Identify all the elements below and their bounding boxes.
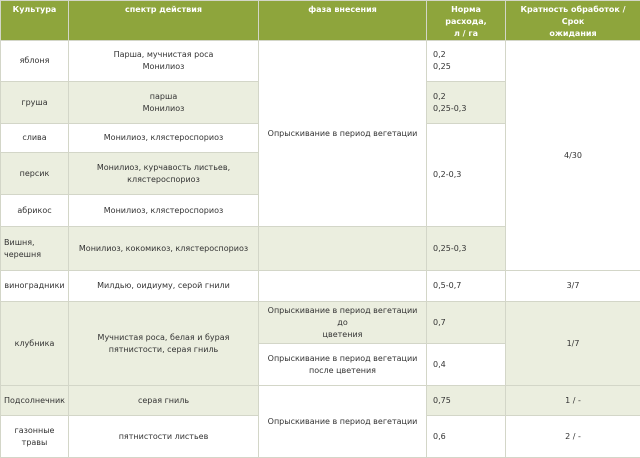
phase-cell [259,271,427,302]
norm-text: 0,25-0,3 [433,244,466,253]
spectrum-cell [69,302,259,386]
header-norm-line1: Норма расхода, [445,5,486,26]
spectrum-line1: парша [150,92,177,101]
spectrum-cell [69,82,259,124]
culture-cell [1,227,69,271]
spectrum-text: Монилиоз, клястероспориоз [104,206,223,215]
phase-line2: цветения [323,330,363,339]
norm-text: 0,2-0,3 [433,170,461,179]
norm-text: 0,75 [433,396,451,405]
mult-cell [506,302,640,386]
norm-line2: 0,25 [433,62,451,71]
spectrum-line2: Монилиоз [143,104,185,113]
header-spectrum-label: спектр действия [125,5,202,14]
spectrum-text: Монилиоз, клястероспориоз [104,133,223,142]
norm-cell [427,416,506,458]
table-row [1,386,640,416]
header-norm [427,1,506,41]
orchard-mult-cell [506,41,640,271]
spectrum-cell [69,153,259,195]
header-spectrum [69,1,259,41]
mult-text: 1 / - [565,396,581,405]
phase-line2: после цветения [309,366,376,375]
norm-shared-cell [427,124,506,227]
spectrum-text: Монилиоз, кокомикоз, клястероспориоз [79,244,248,253]
norm-text: 0,4 [433,360,446,369]
phase-line1: Опрыскивание в период вегетации до [268,306,418,327]
header-phase [259,1,427,41]
norm-cell [427,344,506,386]
bottom-phase-cell [259,386,427,458]
culture-text: яблоня [20,56,50,65]
phase-cell [259,302,427,344]
spectrum-cell [69,386,259,416]
culture-text: Подсолнечник [4,396,65,405]
phase-cell [259,227,427,271]
table-row [1,302,640,344]
culture-cell [1,153,69,195]
culture-cell [1,271,69,302]
header-culture [1,1,69,41]
spectrum-cell [69,124,259,153]
spectrum-line1: Мучнистая роса, белая и бурая [98,333,230,342]
mult-cell [506,271,640,302]
norm-text: 0,5-0,7 [433,281,461,290]
mult-cell [506,416,640,458]
norm-cell [427,227,506,271]
spectrum-cell [69,41,259,82]
culture-text: клубника [15,339,55,348]
header-row [1,1,640,41]
culture-cell [1,195,69,227]
mult-text: 4/30 [564,151,582,160]
culture-cell [1,41,69,82]
norm-cell [427,271,506,302]
culture-cell [1,416,69,458]
mult-text: 2 / - [565,432,581,441]
culture-text: виноградники [4,281,64,290]
header-norm-line2: л / га [454,29,478,38]
header-culture-label: Культура [13,5,57,14]
mult-text: 3/7 [567,281,580,290]
culture-cell [1,386,69,416]
table-row [1,41,640,82]
phase-text: Опрыскивание в период вегетации [268,417,418,426]
spectrum-line2: Монилиоз [143,62,185,71]
norm-line2: 0,25-0,3 [433,104,466,113]
spectrum-line1: Монилиоз, курчавость листьев, [97,163,230,172]
spectrum-cell [69,271,259,302]
phase-line1: Опрыскивание в период вегетации [268,354,418,363]
spectrum-text: пятнистости листьев [119,432,209,441]
spectrum-cell [69,195,259,227]
header-multiplicity [506,1,640,41]
spectrum-line1: Парша, мучнистая роса [114,50,214,59]
culture-text: груша [21,98,47,107]
norm-text: 0,7 [433,318,446,327]
culture-line2: черешня [4,250,41,259]
header-mult-line1: Кратность обработок / Срок [520,5,625,26]
header-phase-label: фаза внесения [308,5,377,14]
spectrum-cell [69,227,259,271]
table-row [1,271,640,302]
culture-line2: травы [22,438,48,447]
culture-text: персик [20,169,50,178]
phase-text: Опрыскивание в период вегетации [268,129,418,138]
norm-cell [427,82,506,124]
mult-cell [506,386,640,416]
norm-line1: 0,2 [433,92,446,101]
norm-line1: 0,2 [433,50,446,59]
spectrum-line2: пятнистости, серая гниль [109,345,219,354]
spectrum-line2: клястероспориоз [127,175,200,184]
spectrum-cell [69,416,259,458]
header-mult-line2: ожидания [549,29,596,38]
phase-cell [259,344,427,386]
spectrum-text: Милдью, оидиуму, серой гнили [97,281,230,290]
culture-line1: Вишня, [4,238,35,247]
norm-text: 0,6 [433,432,446,441]
norm-cell [427,302,506,344]
spectrum-text: серая гниль [138,396,189,405]
culture-cell [1,302,69,386]
culture-cell [1,124,69,153]
norm-cell [427,41,506,82]
norm-cell [427,386,506,416]
culture-text: абрикос [17,206,51,215]
culture-cell [1,82,69,124]
mult-text: 1/7 [567,339,580,348]
orchard-phase-cell [259,41,427,227]
culture-line1: газонные [15,426,55,435]
culture-text: слива [22,133,46,142]
